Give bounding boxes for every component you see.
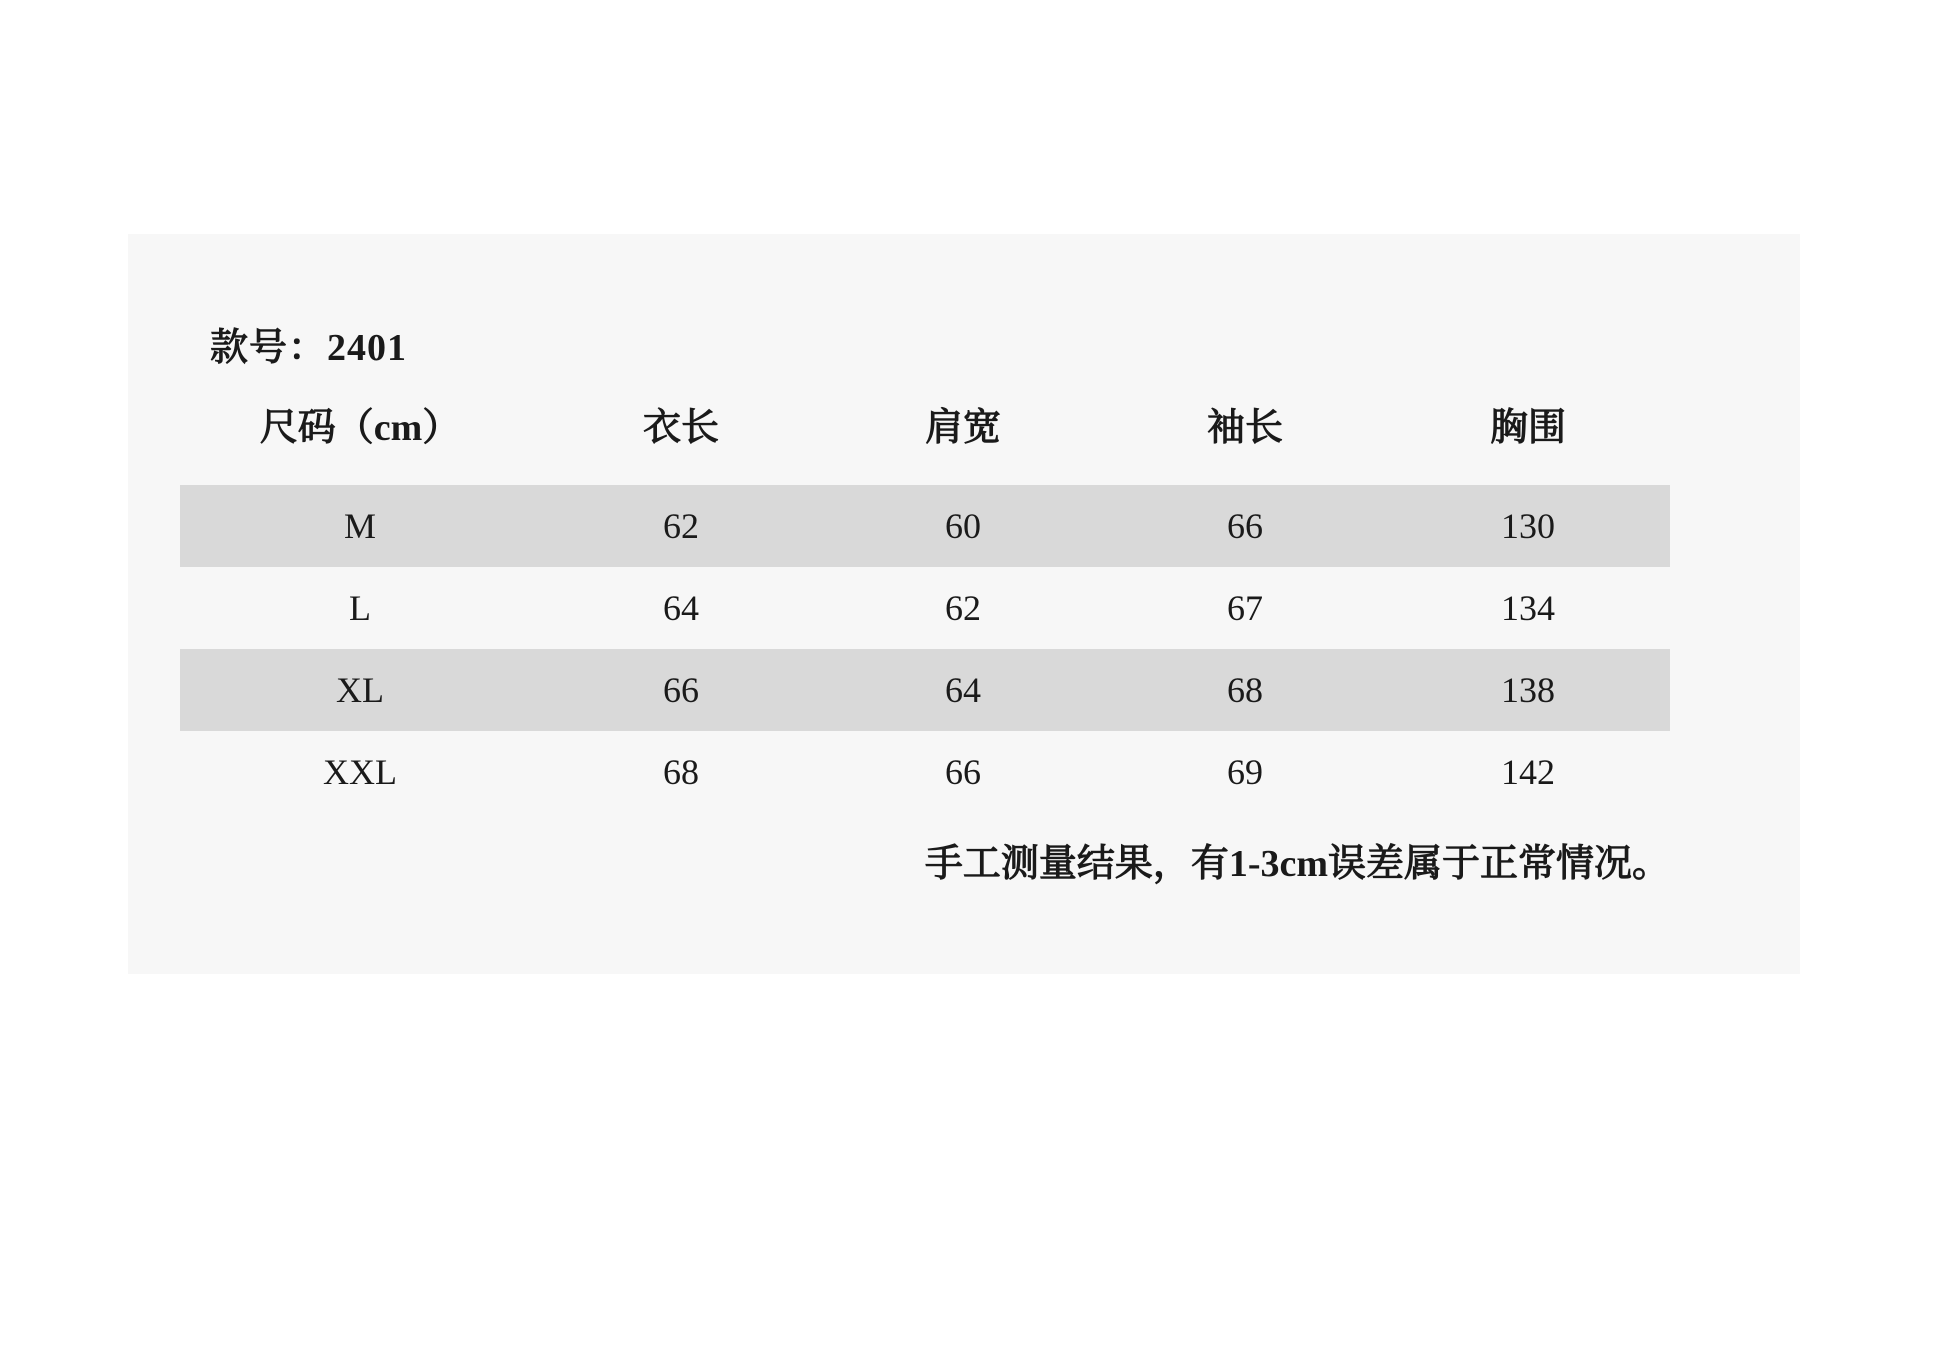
table-row	[180, 567, 1670, 649]
cell-size: XL	[180, 649, 540, 731]
measurement-note: 手工测量结果，有1-3cm误差属于正常情况。	[924, 843, 1670, 885]
column-header-size: 尺码（cm）	[259, 407, 461, 449]
style-number-label: 款号：2401	[210, 327, 408, 369]
size-table-head	[180, 396, 1670, 485]
cell-length: 66	[540, 649, 822, 731]
column-header-length: 衣长	[642, 407, 719, 449]
cell-size: M	[180, 485, 540, 567]
cell-sleeve: 69	[1227, 752, 1263, 792]
size-table-body	[180, 485, 1670, 813]
cell-bust: 130	[1386, 485, 1670, 567]
cell-sleeve: 68	[1104, 649, 1386, 731]
cell-size: XXL	[323, 752, 397, 792]
cell-sleeve: 66	[1104, 485, 1386, 567]
size-chart-content	[128, 234, 1800, 974]
cell-length: 68	[663, 752, 699, 792]
cell-shoulder: 66	[945, 752, 981, 792]
column-header-sleeve: 袖长	[1206, 407, 1283, 449]
column-header-bust: 胸围	[1489, 407, 1566, 449]
cell-length: 64	[663, 588, 699, 628]
cell-bust: 138	[1386, 649, 1670, 731]
cell-sleeve: 67	[1227, 588, 1263, 628]
table-row	[180, 485, 1670, 567]
size-table	[180, 396, 1670, 813]
cell-shoulder: 64	[822, 649, 1104, 731]
cell-shoulder: 60	[822, 485, 1104, 567]
cell-size: L	[349, 588, 371, 628]
cell-bust: 134	[1501, 588, 1555, 628]
table-row	[180, 731, 1670, 813]
column-header-shoulder: 肩宽	[924, 407, 1001, 449]
cell-shoulder: 62	[945, 588, 981, 628]
cell-length: 62	[540, 485, 822, 567]
table-header-row	[180, 396, 1670, 485]
table-row	[180, 649, 1670, 731]
cell-bust: 142	[1501, 752, 1555, 792]
